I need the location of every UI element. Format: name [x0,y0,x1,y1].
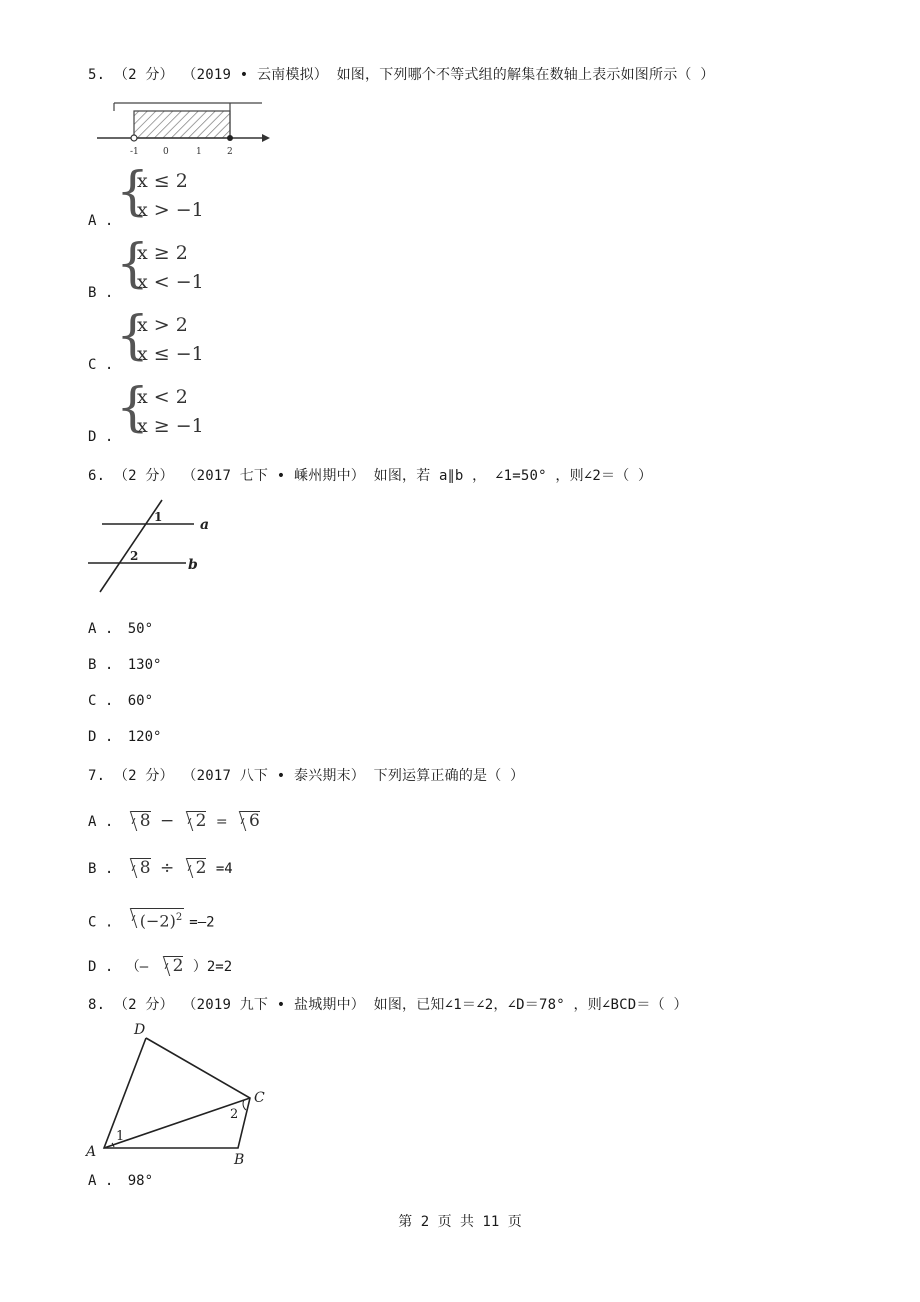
q5-option-a-line2: x > −1 [137,199,204,221]
q7-option-b-op: ÷ [159,858,175,878]
q6-option-d-label: D . [88,729,114,745]
q5-option-a-label: A . [88,213,114,229]
line-b-label: b [188,557,198,573]
q5-option-b-line1: x ≥ 2 [137,242,188,264]
q8-quadrilateral-figure [84,1018,274,1168]
vertex-d-label: D [134,1022,146,1038]
angle-2-label: 2 [230,1107,239,1122]
left-brace-icon: { [116,306,150,366]
q7-option-d-tail: ）2=2 [192,959,233,975]
q8-option-a-label: A . [88,1173,114,1189]
q5-option-b-label: B . [88,285,114,301]
q7-option-a-eq: = [215,814,228,830]
q7-stem: 7. （2 分） （2017 八下 • 泰兴期末） 下列运算正确的是（ ） [88,768,525,784]
page-footer: 第 2 页 共 11 页 [398,1214,522,1230]
q7-option-b-label: B . [88,861,114,877]
q6-option-b [88,657,161,673]
q7-option-b-tail: =4 [215,861,233,877]
vertex-a-label: A [86,1144,97,1160]
left-brace-icon: { [116,162,150,222]
q8-option-a [88,1173,153,1189]
q7-option-a-op: − [159,811,175,831]
q6-stem: 6. （2 分） （2017 七下 • 嵊州期中） 如图，若 a∥b ， ∠1=50° ，则∠2＝（ ） [88,468,653,484]
sqrt-icon: 2 [187,858,207,877]
q8-option-a-text: 98° [127,1173,154,1189]
q7-option-d-label: D . [88,959,114,975]
q5-option-c-line1: x > 2 [137,314,188,336]
q6-option-a [88,621,153,637]
line-a-label: a [200,517,210,533]
q6-option-c-label: C . [88,693,114,709]
q5-stem: 5. （2 分） （2019 • 云南模拟） 如图，下列哪个不等式组的解集在数轴上表示如图所示（ ） [88,67,715,83]
q6-option-b-label: B . [88,657,114,673]
sqrt-icon: 2 [164,956,184,975]
q7-option-d-pre: （— [125,959,149,975]
angle-2-label: 2 [130,549,139,563]
q6-option-b-text: 130° [127,657,162,673]
q6-option-c-text: 60° [127,693,154,709]
q6-option-d-text: 120° [127,729,162,745]
q5-number-line-figure [92,98,277,160]
axis-tick-label: 2 [227,147,233,157]
sqrt-icon: 2 [187,811,207,830]
q5-option-d-line2: x ≥ −1 [137,415,204,437]
angle-1-label: 1 [116,1129,125,1144]
q6-option-d [88,729,161,745]
sqrt-icon: 8 [131,811,151,830]
q8-stem: 8. （2 分） （2019 九下 • 盐城期中） 如图，已知∠1＝∠2，∠D＝78° ，则∠BCD＝（ ） [88,997,688,1013]
q6-option-a-text: 50° [127,621,154,637]
axis-tick-label: 0 [163,147,169,157]
q5-option-a-line1: x ≤ 2 [137,170,188,192]
q7-option-a-label: A . [88,814,114,830]
sqrt-icon: 6 [240,811,260,830]
q7-option-c [88,908,215,930]
q7-option-c-exp: 2 [175,912,183,923]
q6-option-c [88,693,153,709]
q5-option-b-line2: x < −1 [137,271,204,293]
angle-1-label: 1 [154,510,163,524]
q7-option-c-inner: (−2) [139,911,176,931]
sqrt-icon: 8 [131,858,151,877]
q7-option-c-label: C . [88,914,114,931]
vertex-b-label: B [234,1152,245,1168]
left-brace-icon: { [116,378,150,438]
q5-option-d-line1: x < 2 [137,386,188,408]
q7-option-a [88,811,260,831]
left-brace-icon: { [116,234,150,294]
axis-tick-label: 1 [196,147,202,157]
q5-option-c-label: C . [88,357,114,373]
vertex-c-label: C [254,1090,265,1106]
q5-option-c-line2: x ≤ −1 [137,343,204,365]
q7-option-b [88,858,233,878]
q5-option-d-label: D . [88,429,114,445]
q7-option-c-tail: =—2 [189,914,215,931]
q7-option-d [88,956,232,976]
axis-tick-label: -1 [130,147,139,157]
q6-parallel-lines-figure [86,494,226,596]
q6-option-a-label: A . [88,621,114,637]
